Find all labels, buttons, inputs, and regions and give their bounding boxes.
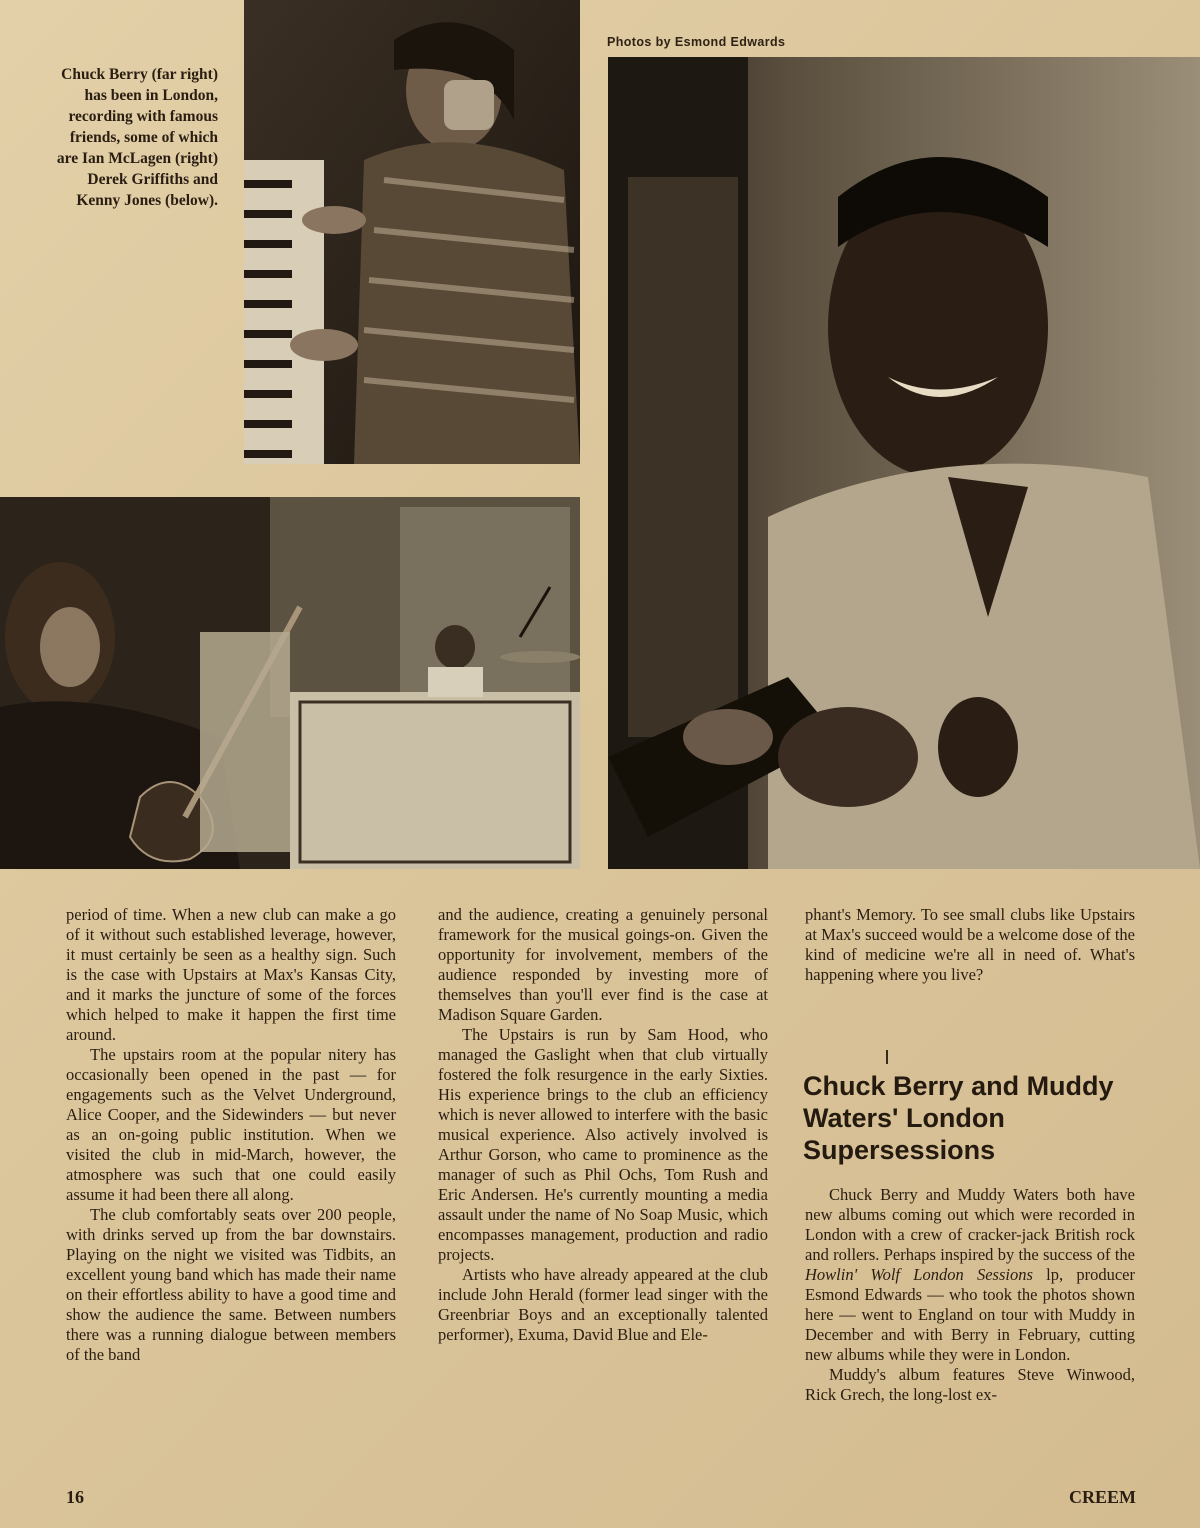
page-number: 16: [66, 1487, 84, 1507]
paragraph: Muddy's album features Steve Winwood, Rick Grech, the long-lost ex-: [805, 1365, 1135, 1404]
article-column-2: [438, 905, 768, 1345]
article-column-3: [805, 905, 1135, 985]
paragraph: The upstairs room at the popular nitery has occasionally been opened in the past — for engagements such as the Velvet Underground, Alice Cooper, and the Sidewinders — but never as an on-going public institution. When we visited the club in mid-March, however, the atmosphere was such that one could easily assume it had been there all along.: [66, 1045, 396, 1204]
album-title: Howlin' Wolf London Sessions: [805, 1265, 1033, 1284]
paragraph: The club comfortably seats over 200 people, with drinks served up from the bar downstairs. Playing on the night we visited was Tidbits, an excellent young band which has made their name on their effortless ability to have a good time and show the audience the same. Between numbers there was a running dialogue between members of the band: [66, 1205, 396, 1364]
divider-mark: [886, 1050, 888, 1064]
text-run: Chuck Berry and Muddy Waters both have new albums coming out which were recorded in London with a crew of cracker-jack British rock and rollers. Perhaps inspired by the success of the: [805, 1185, 1135, 1264]
paragraph: phant's Memory. To see small clubs like Upstairs at Max's succeed would be a welcome dose of the kind of medicine we're all in need of. What's happening where you live?: [805, 905, 1135, 984]
photo-caption: Chuck Berry (far right) has been in London, recording with famous friends, some of which are Ian McLagen (right) Derek Griffiths and Kenny Jones (below).: [56, 66, 218, 209]
paragraph: The Upstairs is run by Sam Hood, who managed the Gaslight when that club virtually fostered the folk resurgence in the early Sixties. His experience brings to the club an efficiency which is never allowed to interfere with the basic musical experience. Also actively involved is Arthur Gorson, who came to prominence as the manager of such as Phil Ochs, Tom Rush and Eric Andersen. He's currently mounting a media assault under the name of No Soap Music, which encompasses management, production and radio projects.: [438, 1025, 768, 1264]
photo-studio-band: [0, 497, 580, 869]
magazine-name: CREEM: [1069, 1487, 1136, 1507]
paragraph: [805, 1185, 1135, 1365]
article-column-3-continued: [805, 1185, 1135, 1405]
photo-ian-mclagen-piano: [244, 0, 580, 464]
text-run: lp, producer Esmond Edwards — who took the photos shown here — went to England on tour with Muddy in December and with Berry in February, cutting new albums while they were in London.: [805, 1265, 1135, 1364]
photo-credit: Photos by Esmond Edwards: [607, 35, 786, 49]
paragraph: and the audience, creating a genuinely personal framework for the musical goings-on. Given the opportunity for involvement, members of the audience responded by investing more of themselves than you'll ever find is the case at Madison Square Garden.: [438, 905, 768, 1024]
article-headline: Chuck Berry and Muddy Waters' London Supersessions: [803, 1071, 1114, 1165]
photo-chuck-berry: [608, 57, 1200, 869]
paragraph: period of time. When a new club can make a go of it without such established leverage, however, it must certainly be seen as a healthy sign. Such is the case with Upstairs at Max's Kansas City, and it marks the juncture of some of the forces which helped to make it happen the first time around.: [66, 905, 396, 1044]
article-column-1: [66, 905, 396, 1365]
paragraph: Artists who have already appeared at the club include John Herald (former lead singer with the Greenbriar Boys and an exceptionally talented performer), Exuma, David Blue and Ele-: [438, 1265, 768, 1344]
